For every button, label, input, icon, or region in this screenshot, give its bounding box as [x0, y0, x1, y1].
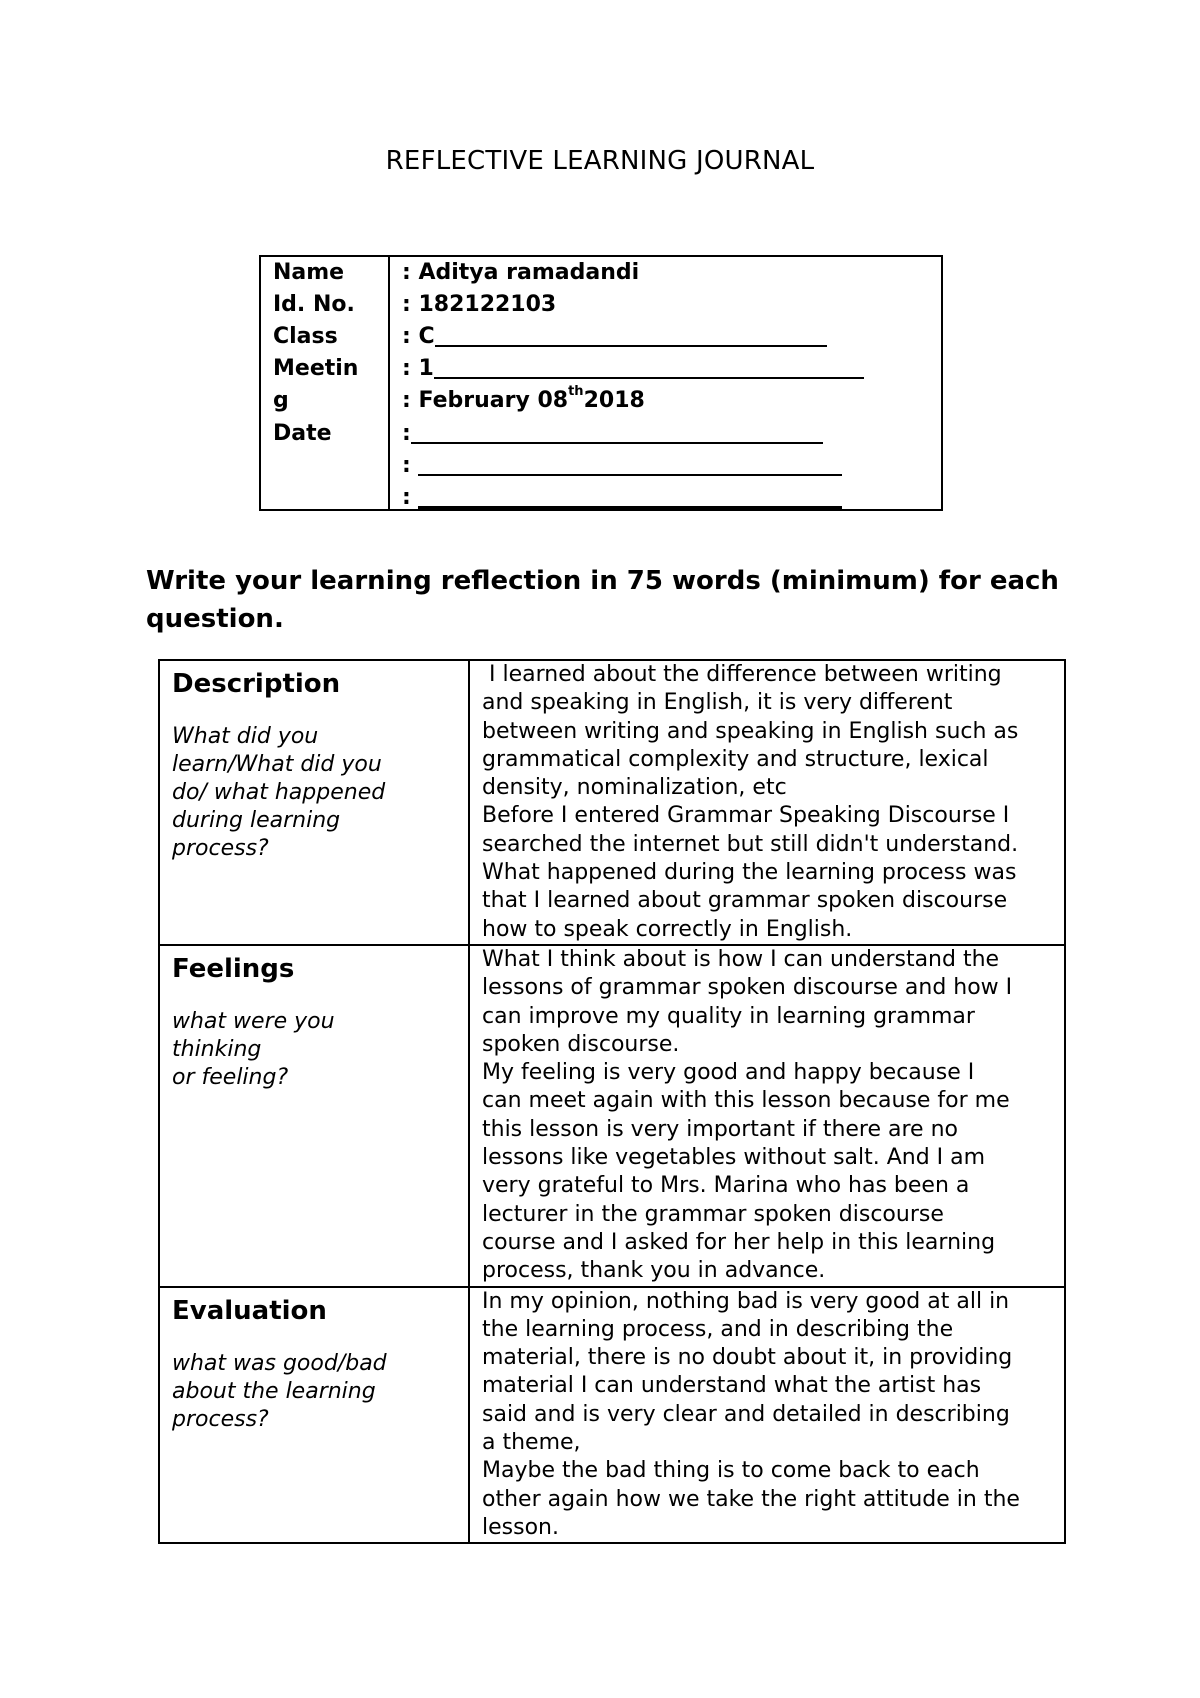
blank-colon-3: :: [402, 485, 419, 510]
prompt-line: what was good/bad: [172, 1350, 387, 1376]
blank-row-1: [402, 418, 941, 450]
prompt-line: thinking: [172, 1036, 262, 1062]
answer-line: said and is very clear and detailed in describing: [482, 1401, 1010, 1427]
identity-values-column: [390, 257, 941, 509]
value-date-prefix: : February 08: [402, 388, 569, 413]
answer-line: What I think about is how I can understand the: [482, 946, 1000, 972]
student-identity-box: [259, 255, 943, 511]
value-date-suffix: 2018: [583, 388, 645, 413]
section-prompt: [172, 1350, 458, 1434]
label-meeting-wrap: g: [273, 388, 289, 413]
page-title: REFLECTIVE LEARNING JOURNAL: [385, 146, 815, 176]
answer-line: Before I entered Grammar Speaking Discourse I: [482, 803, 1010, 829]
section-prompt: [172, 1008, 458, 1092]
prompt-line: or feeling?: [172, 1064, 289, 1090]
value-id-no: : 182122103: [402, 292, 557, 317]
section-heading: Description: [172, 669, 341, 699]
label-date: Date: [273, 421, 332, 446]
label-class: Class: [273, 324, 338, 349]
meeting-fill-line: [434, 353, 864, 379]
answer-line: between writing and speaking in English such as: [482, 718, 1019, 744]
prompt-line: about the learning: [172, 1378, 376, 1404]
prompt-line: learn/What did you: [172, 752, 382, 777]
answer-line: searched the internet but still didn't understand.: [482, 831, 1019, 857]
answer-line: the learning process, and in describing the: [482, 1316, 954, 1342]
answer-line: I learned about the difference between writing: [482, 662, 1002, 687]
value-class-row: [402, 321, 941, 353]
blank-fill-line-2: [418, 450, 842, 476]
value-meeting-row: [402, 353, 941, 385]
answer-line: very grateful to Mrs. Marina who has been a: [482, 1173, 970, 1199]
value-meeting: : 1: [402, 356, 434, 381]
answer-cell: [469, 660, 1065, 945]
table-row-evaluation: [159, 1287, 1065, 1544]
blank-row-2: [402, 450, 941, 482]
answer-line: material I can understand what the artist has: [482, 1373, 982, 1399]
prompt-line: What did you: [172, 724, 319, 749]
section-heading: Evaluation: [172, 1295, 327, 1326]
answer-line: other again how we take the right attitude in the: [482, 1486, 1020, 1512]
value-date-sup: th: [568, 384, 584, 399]
table-row-description: [159, 660, 1065, 945]
answer-line: course and I asked for her help in this learning: [482, 1229, 996, 1255]
answer-line: process, thank you in advance.: [482, 1258, 826, 1284]
answer-line: spoken discourse.: [482, 1031, 680, 1057]
label-id-no: Id. No.: [273, 292, 355, 317]
blank-colon-1: :: [402, 421, 411, 446]
value-name: : Aditya ramadandi: [402, 260, 640, 285]
instruction-text: Write your learning reflection in 75 words (minimum) for each question.: [146, 566, 1059, 634]
answer-line: In my opinion, nothing bad is very good at all in: [482, 1288, 1010, 1314]
answer-line: this lesson is very important if there are no: [482, 1116, 958, 1142]
answer-line: how to speak correctly in English.: [482, 916, 853, 942]
answer-line: and speaking in English, it is very different: [482, 690, 953, 716]
prompt-line: process?: [172, 1406, 269, 1432]
answer-line: lessons of grammar spoken discourse and how I: [482, 975, 1013, 1001]
answer-cell: [469, 945, 1065, 1287]
answer-line: can meet again with this lesson because for me: [482, 1088, 1010, 1114]
value-class: : C: [402, 324, 435, 349]
table-row-feelings: [159, 945, 1065, 1287]
answer-line: My feeling is very good and happy because I: [482, 1060, 975, 1086]
question-cell: [159, 660, 469, 945]
answer-line: lessons like vegetables without salt. And I am: [482, 1145, 986, 1171]
identity-labels-column: [261, 257, 390, 509]
label-name: Name: [273, 260, 345, 285]
value-date-row: [402, 385, 941, 418]
answer-line: What happened during the learning process was: [482, 860, 1017, 886]
prompt-line: process?: [172, 836, 269, 861]
prompt-line: do/ what happened: [172, 780, 386, 805]
blank-colon-2: :: [402, 453, 419, 478]
answer-line: can improve my quality in learning grammar: [482, 1003, 975, 1029]
answer-line: density, nominalization, etc: [482, 775, 787, 801]
answer-line: lesson.: [482, 1514, 559, 1540]
label-meeting: Meetin: [273, 356, 359, 381]
blank-fill-line-3: [418, 482, 842, 510]
answer-line: Maybe the bad thing is to come back to each: [482, 1458, 980, 1484]
question-cell: [159, 1287, 469, 1544]
answer-line: lecturer in the grammar spoken discourse: [482, 1201, 944, 1227]
section-heading: Feelings: [172, 953, 295, 984]
prompt-line: what were you: [172, 1008, 335, 1034]
question-cell: [159, 945, 469, 1287]
blank-row-3: [402, 482, 941, 514]
section-prompt: [172, 723, 458, 863]
reflection-table: [158, 659, 1066, 1544]
answer-cell: [469, 1287, 1065, 1544]
answer-line: grammatical complexity and structure, lexical: [482, 746, 989, 772]
prompt-line: during learning: [172, 808, 341, 833]
answer-line: that I learned about grammar spoken discourse: [482, 888, 1008, 914]
blank-fill-line-1: [411, 418, 823, 444]
answer-line: material, there is no doubt about it, in providing: [482, 1345, 1013, 1371]
class-fill-line: [435, 321, 827, 347]
answer-line: a theme,: [482, 1430, 581, 1456]
